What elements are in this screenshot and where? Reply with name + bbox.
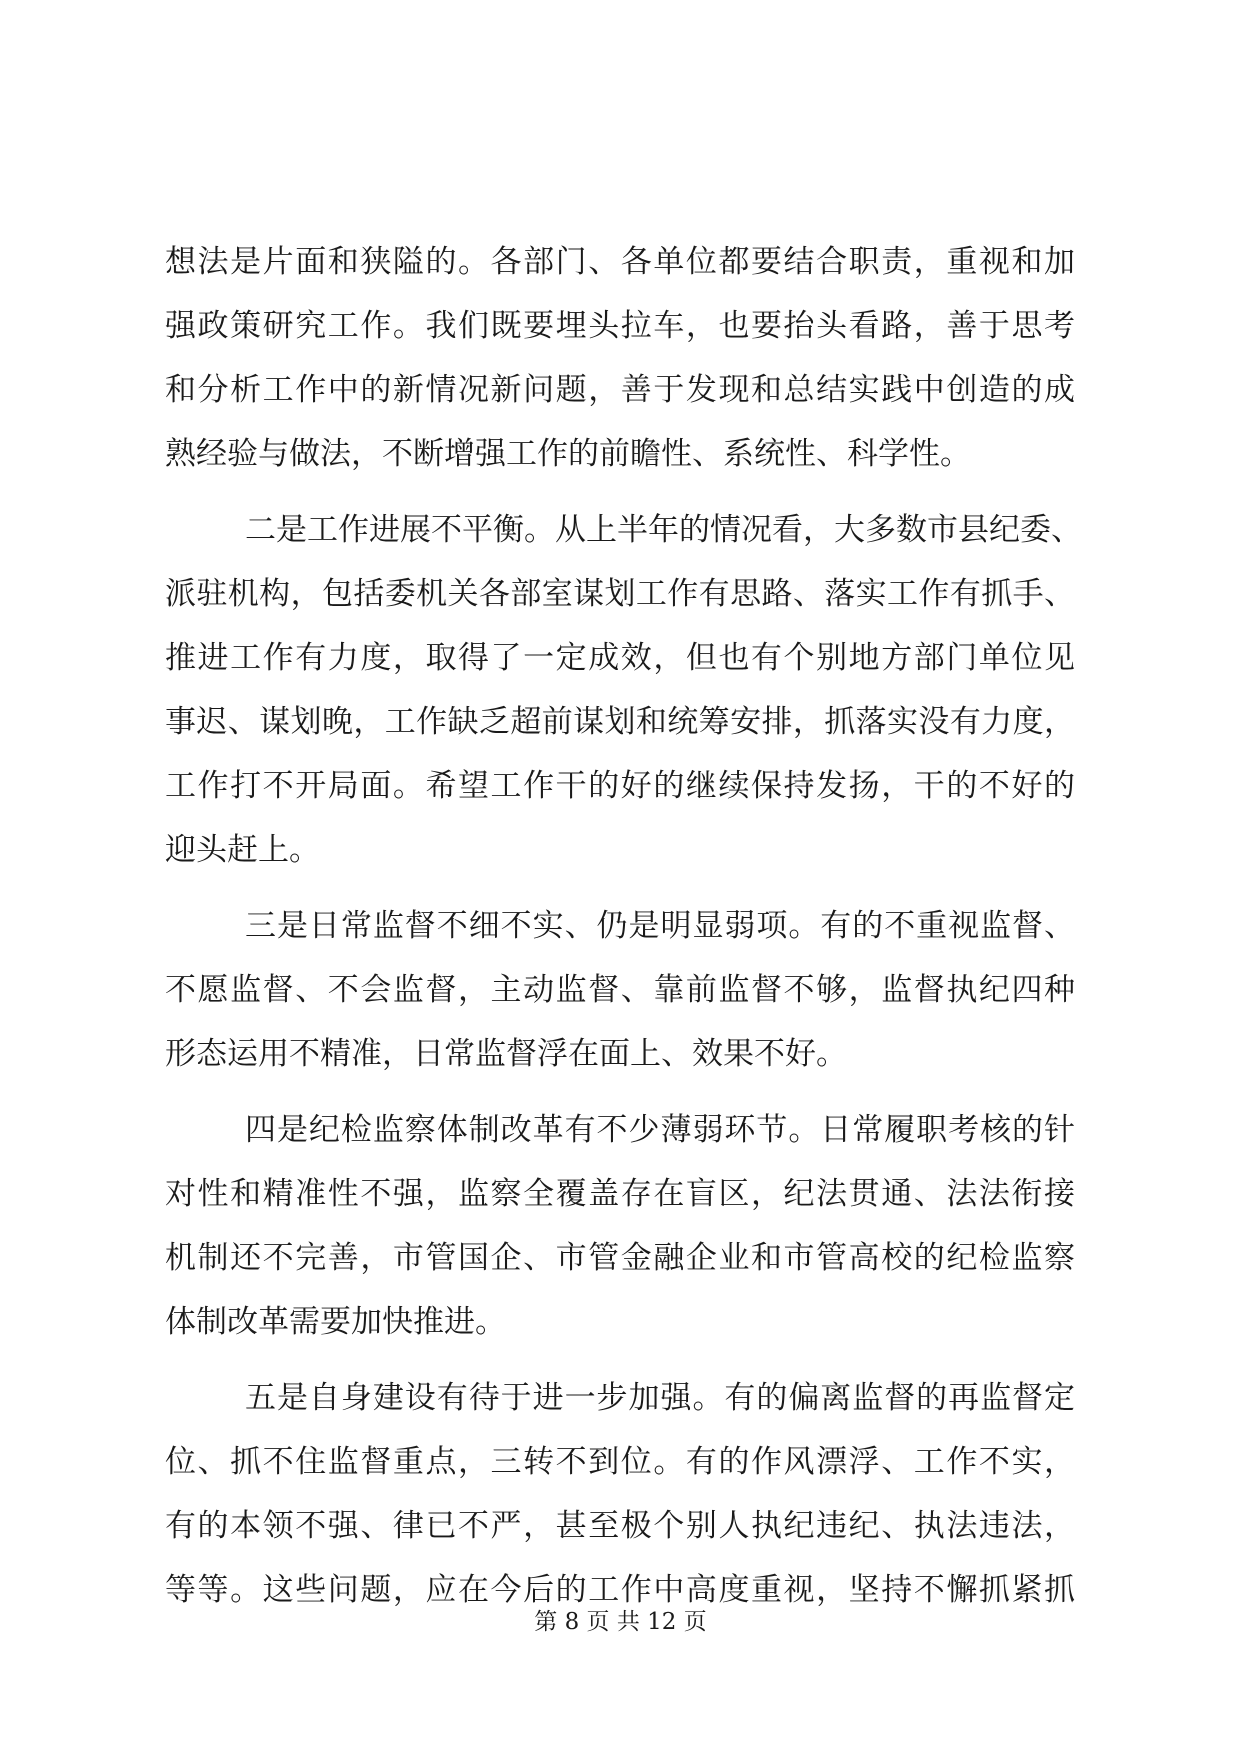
- text-line: 熟经验与做法，不断增强工作的前瞻性、系统性、科学性。: [165, 436, 971, 472]
- paragraph: [165, 1366, 1075, 1622]
- text-line: 四是纪检监察体制改革有不少薄弱环节。日常履职考核的针: [245, 1112, 1075, 1148]
- document-body: [165, 230, 1082, 1622]
- text-line: 形态运用不精准，日常监督浮在面上、效果不好。: [165, 1036, 847, 1072]
- text-line: 和分析工作中的新情况新问题，善于发现和总结实践中创造的成: [165, 372, 1075, 408]
- page-number-footer: 第 8 页 共 12 页: [534, 1609, 707, 1635]
- text-line: 三是日常监督不细不实、仍是明显弱项。有的不重视监督、: [245, 908, 1075, 944]
- text-line: 推进工作有力度，取得了一定成效，但也有个别地方部门单位见: [165, 640, 1075, 676]
- text-line: 派驻机构，包括委机关各部室谋划工作有思路、落实工作有抓手、: [165, 576, 1075, 612]
- paragraph: [165, 230, 1075, 486]
- paragraph: [165, 894, 1075, 1086]
- text-line: 有的本领不强、律已不严，甚至极个别人执纪违纪、执法违法，: [165, 1508, 1075, 1544]
- text-line: 事迟、谋划晚，工作缺乏超前谋划和统筹安排，抓落实没有力度，: [165, 704, 1075, 740]
- text-line: 对性和精准性不强，监察全覆盖存在盲区，纪法贯通、法法衔接: [165, 1176, 1075, 1212]
- paragraph: [165, 1098, 1075, 1354]
- text-line: 工作打不开局面。希望工作干的好的继续保持发扬，干的不好的: [165, 768, 1075, 804]
- text-line: 机制还不完善，市管国企、市管金融企业和市管高校的纪检监察: [165, 1240, 1075, 1276]
- text-line: 想法是片面和狭隘的。各部门、各单位都要结合职责，重视和加: [165, 244, 1075, 280]
- text-line: 不愿监督、不会监督，主动监督、靠前监督不够，监督执纪四种: [165, 972, 1075, 1008]
- text-line: 体制改革需要加快推进。: [165, 1304, 506, 1340]
- text-line: 二是工作进展不平衡。从上半年的情况看，大多数市县纪委、: [245, 512, 1082, 548]
- text-line: 强政策研究工作。我们既要埋头拉车，也要抬头看路，善于思考: [165, 308, 1075, 344]
- text-line: 等等。这些问题，应在今后的工作中高度重视，坚持不懈抓紧抓: [165, 1572, 1075, 1608]
- text-line: 五是自身建设有待于进一步加强。有的偏离监督的再监督定: [245, 1380, 1075, 1416]
- text-line: 位、抓不住监督重点，三转不到位。有的作风漂浮、工作不实，: [165, 1444, 1075, 1480]
- paragraph: [165, 498, 1082, 882]
- text-line: 迎头赶上。: [165, 832, 320, 868]
